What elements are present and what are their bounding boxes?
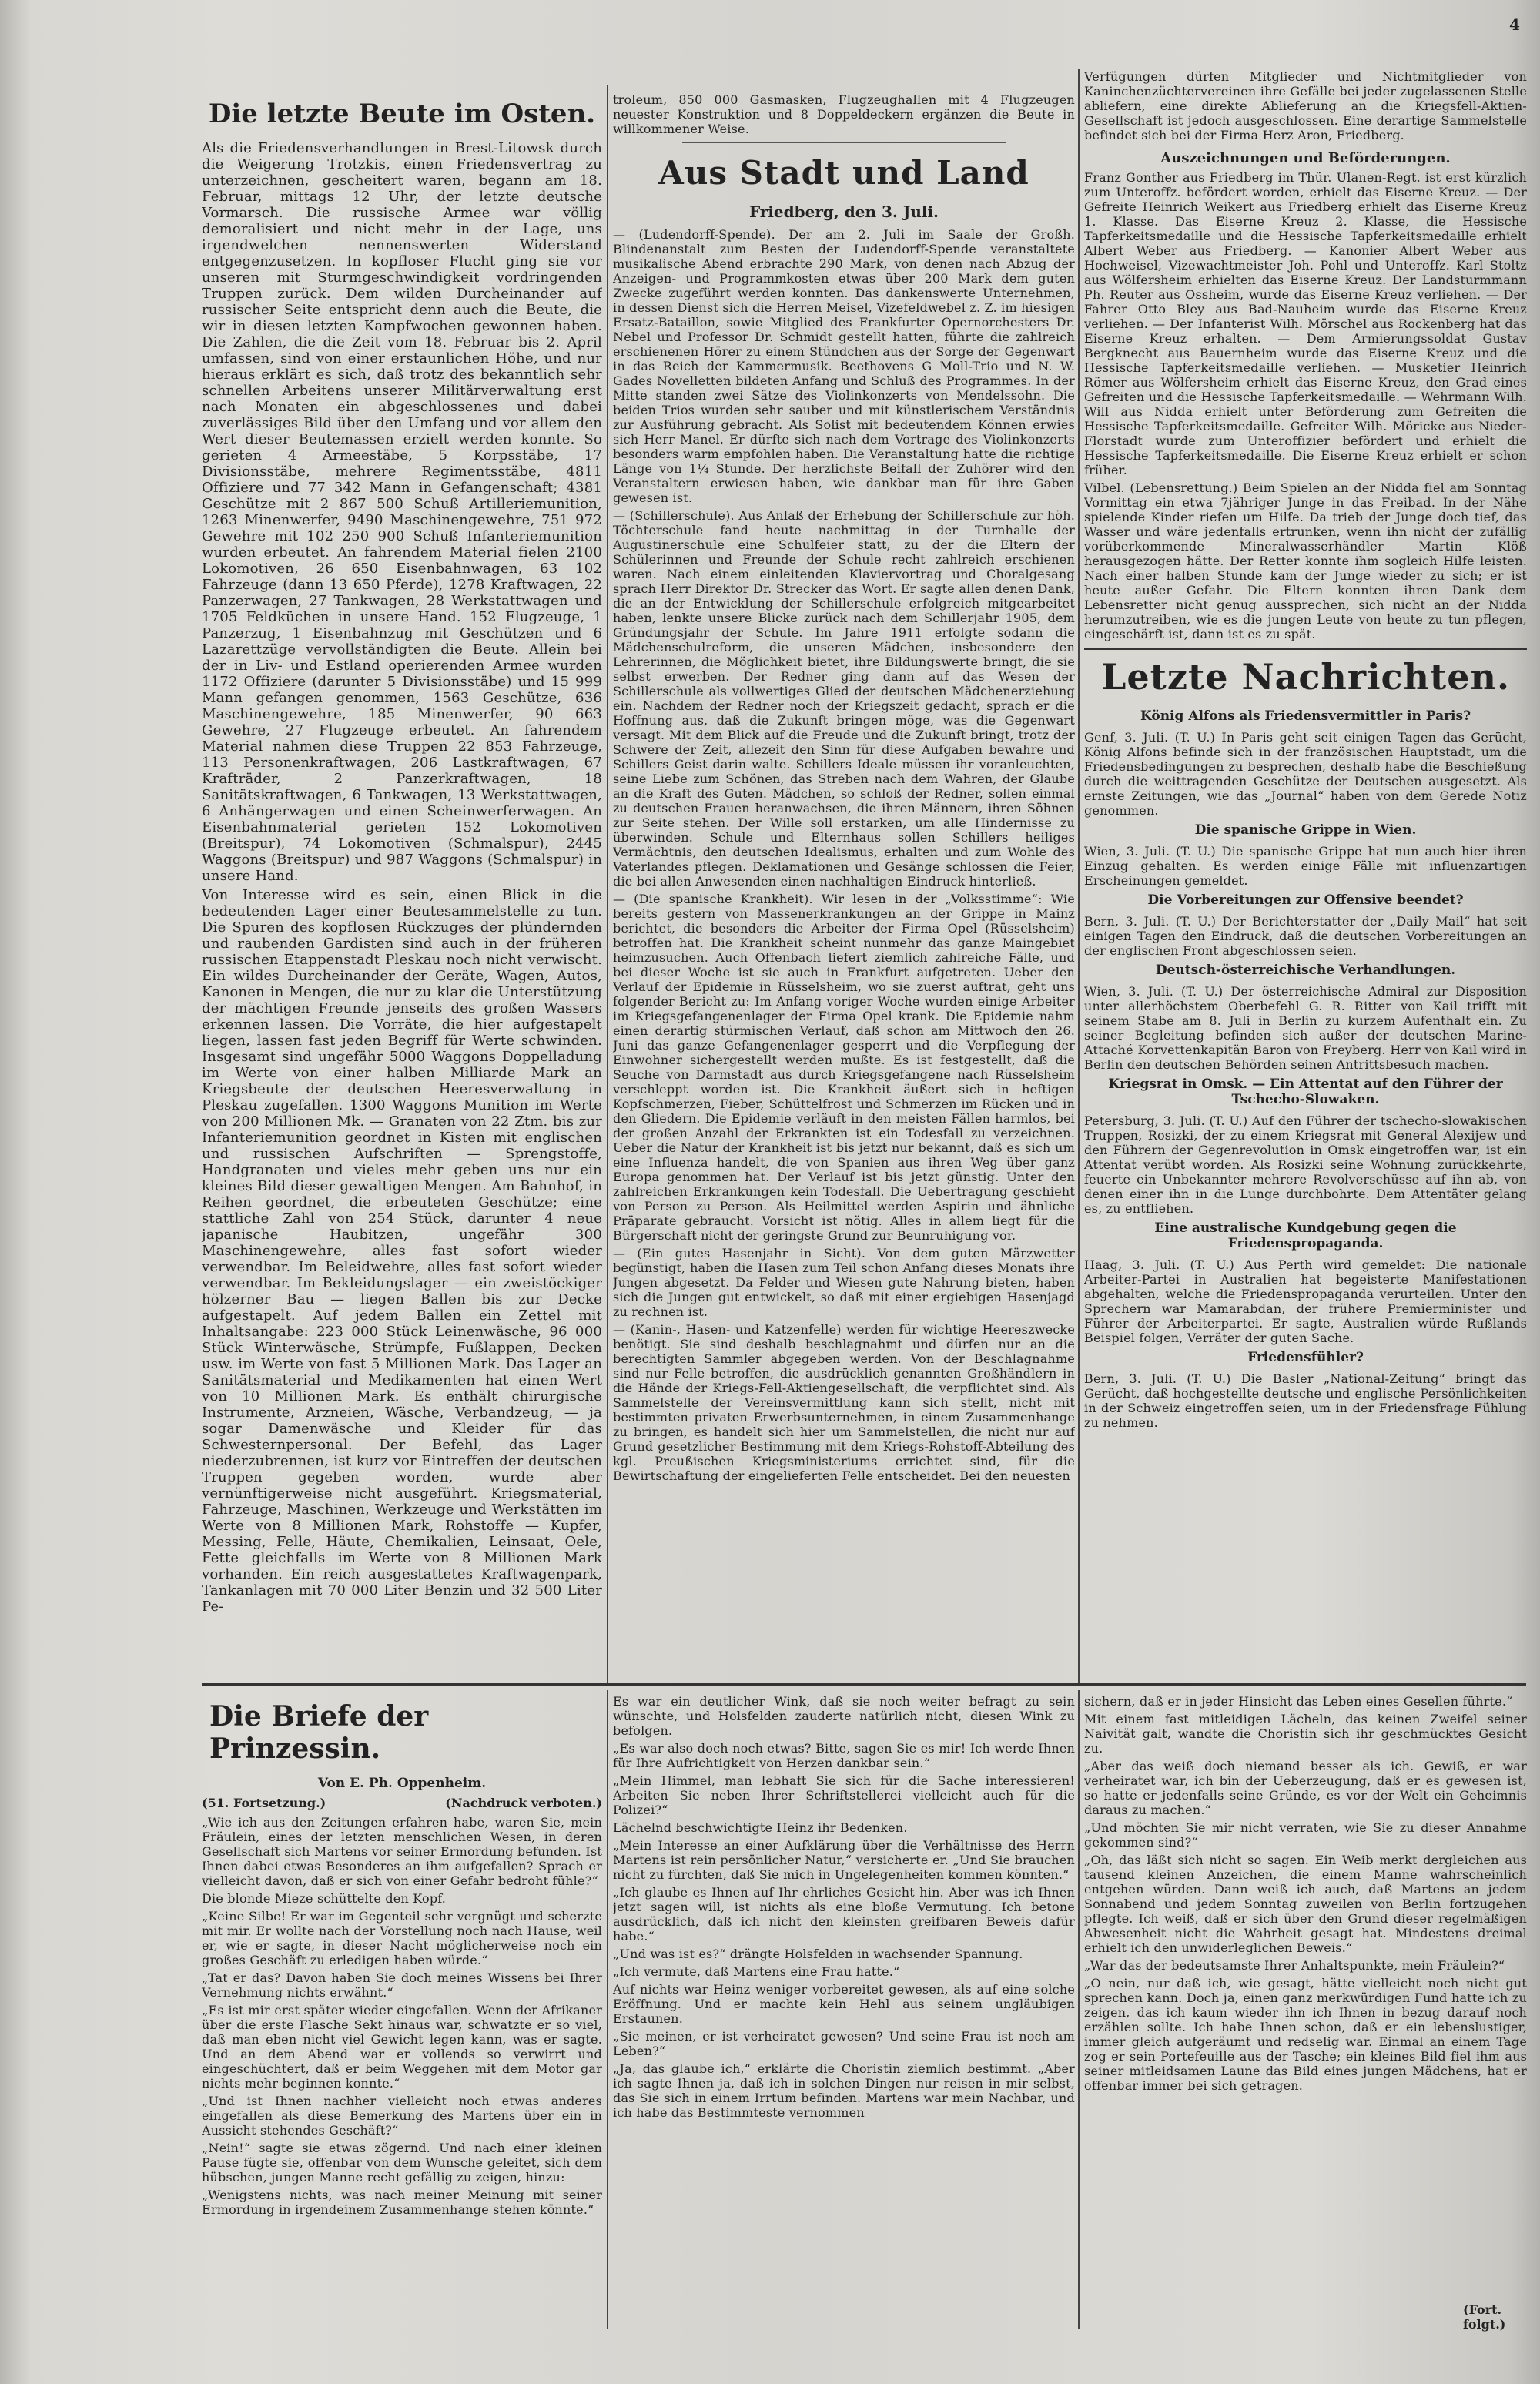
serial-paragraph: „Ich vermute, daß Martens eine Frau hatte.“ bbox=[613, 1964, 900, 1979]
column-rule bbox=[607, 85, 608, 1683]
serial-paragraph: Es war ein deutlicher Wink, daß sie noch weiter befragt zu sein wünschte, und Holsfelden zauderte natürlich nicht, diesen Wink zu befolgen. bbox=[613, 1694, 1075, 1738]
local-news-item: Franz Gonther aus Friedberg im Thür. Ulanen-Regt. ist erst kürzlich zum Unteroffz. befördert worden, erhielt das Eiserne Kreuz. — Der Gefreite Heinrich Weikert aus Friedberg erhielt das Eiserne Kreuz 1. Klasse. Das Eiserne Kreuz 2. Klasse, die Hessische Tapferkeitsmedaille und die Hessische Tapferkeitsmedaille erhielt Albert Weber aus Friedberg. — Kanonier Albert Weber aus Hochweisel, Vizewachtmeister Joh. Pohl und Unteroffz. Karl Stoltz aus Wölfersheim erhielten das Eiserne Kreuz. Der Landsturmmann Ph. Reuter aus Ossheim, wurde das Eiserne Kreuz verliehen. — Der Fahrer Otto Bley aus Bad-Nauheim wurde das Eiserne Kreuz verliehen. — Der Infanterist Wilh. Mörschel aus Rockenberg hat das Eiserne Kreuz erhalten. — Dem Armierungssoldat Gustav Bergknecht aus Bauernheim wurde das Eiserne Kreuz und die Hessische Tapferkeitsmedaille verliehen. — Musketier Heinrich Römer aus Wölfersheim erhielt das Eiserne Kreuz, den Grad eines Gefreiten und die Hessische Tapferkeitsmedaille. — Wehrmann Wilh. Will aus Nidda erhielt unter Beförderung zum Gefreiten die Hessische Tapferkeitsmedaille. Gefreiter Wilh. Möricke aus Nieder-Florstadt wurde zum Unteroffizier befördert und erhielt die Hessische Tapferkeitsmedaille. Die Eiserne Kreuz erhielt er schon früher. bbox=[1084, 170, 1527, 477]
feuilleton-rule bbox=[202, 1683, 1526, 1686]
news-item: Petersburg, 3. Juli. (T. U.) Auf den Führer der tschecho-slowakischen Truppen, Rosizki, der zu einem Kriegsrat mit General Alexijew und den Führern der Gegenrevolution in Omsk eingetroffen war, ist ein Attentat verübt worden. Als Rosizki seine Wohnung zurückkehrte, feuerte ein Unbekannter mehrere Revolverschüsse auf ihn ab, von denen einer ihn in die Lunge durchbohrte. Dem Attentäter gelang es, zu entfliehen. bbox=[1084, 1113, 1527, 1216]
news-subheading: Deutsch-österreichische Verhandlungen. bbox=[1155, 963, 1456, 978]
serial-paragraph: sichern, daß er in jeder Hinsicht das Leben eines Gesellen führte.“ bbox=[1084, 1694, 1513, 1709]
serial-paragraph: „Es ist mir erst später wieder eingefallen. Wenn der Afrikaner über die erste Flasche Sekt hinaus war, schwatzte er so viel, daß man eben nicht viel Gewicht legen kann, was er sagte. Und an dem Abend war er vollends so verwirrt und eingeschüchtert, daß er beim Weggehen mit dem Motor gar nichts mehr beginnen konnte.“ bbox=[202, 2003, 602, 2091]
news-subheading: Friedensfühler? bbox=[1247, 1350, 1364, 1365]
serial-paragraph: „Ja, das glaube ich,“ erklärte die Choristin ziemlich bestimmt. „Aber ich sagte Ihnen ja, daß ich in solchen Dingen nur reisen in mir selbst, das Sie sich in einem Irrtum befinden. Martens war mein Nachbar, und ich habe das Bestimmteste vernommen bbox=[613, 2061, 1075, 2120]
serial-paragraph: „Und möchten Sie mir nicht verraten, wie Sie zu dieser Annahme gekommen sind?“ bbox=[1084, 1820, 1527, 1850]
news-item: Bern, 3. Juli. (T. U.) Der Berichterstatter der „Daily Mail“ hat seit einigen Tagen den Eindruck, daß die deutschen Vorbereitungen an der englischen Front abgeschlossen seien. bbox=[1084, 914, 1527, 958]
serial-column-3 bbox=[1084, 1694, 1527, 2333]
column-2 bbox=[613, 92, 1075, 1679]
column-rule bbox=[607, 1690, 608, 2329]
news-item: Wien, 3. Juli. (T. U.) Der österreichische Admiral zur Disposition unter allerhöchstem Oberbefehl G. R. Ritter von Kail trifft mit seinem Stabe am 8. Juli in Berlin zu kurzem Aufenthalt ein. Zu seiner Begleitung befinden sich außer der deutschen Marine-Attaché Korvettenkapitän Baron von Freyberg. Herr von Kail wird in Berlin den deutschen Behörden seinen Antrittsbesuch machen. bbox=[1084, 984, 1527, 1072]
serial-paragraph: Die blonde Mieze schüttelte den Kopf. bbox=[202, 1891, 447, 1906]
installment-label: (51. Fortsetzung.) bbox=[202, 1796, 326, 1810]
article-paragraph: Als die Friedensverhandlungen in Brest-Litowsk durch die Weigerung Trotzkis, einen Friedensvertrag zu unterzeichnen, gescheitert waren, begann am 18. Februar, mittags 12 Uhr, der letzte deutsche Vormarsch. Die russische Armee war völlig demoralisiert und nicht mehr in der Lage, uns irgendwelchen nennenswerten Widerstand entgegenzusetzen. In kopfloser Flucht ging sie vor unseren mit Sturmgeschwindigkeit vordringenden Truppen zurück. Dem wilden Durcheinander auf russischer Seite entspricht denn auch die Beute, die wir in diesen letzten Kampfwochen gewonnen haben. Die Zahlen, die die Zeit vom 18. Februar bis 2. April umfassen, sind von einer erstaunlichen Höhe, und nur hieraus erklärt es sich, daß trotz des bekanntlich sehr schnellen Arbeitens unserer Militärverwaltung erst nach Monaten ein abgeschlossenes und dabei zuverlässiges Bild über den Umfang und vor allem den Wert dieser Beutemassen erzielt werden konnte. So gerieten 4 Armeestäbe, 5 Korpsstäbe, 17 Divisionsstäbe, mehrere Regimentsstäbe, 4811 Offiziere und 77 342 Mann in Gefangenschaft; 4381 Geschütze mit 2 867 500 Schuß Artilleriemunition, 1263 Minenwerfer, 9490 Maschinengewehre, 751 972 Gewehre mit 102 250 900 Schuß Infanteriemunition wurden erbeutet. An fahrendem Material fielen 2100 Lokomotiven, 26 650 Eisenbahnwagen, 63 102 Fahrzeuge (dann 13 650 Pferde), 1278 Kraftwagen, 22 Panzerwagen, 27 Tankwagen, 28 Werkstattwagen und 1705 Feldküchen in unsere Hand. 152 Flugzeuge, 1 Panzerzug, 1 Eisenbahnzug mit Geschützen und 6 Lazarettzüge vervollständigten die Beute. Allein bei der in Liv- und Estland operierenden Armee wurden 1172 Offiziere (darunter 5 Divisionsstäbe) und 15 999 Mann gefangen genommen, 1563 Geschütze, 636 Maschinengewehre, 185 Minenwerfer, 90 663 Gewehre, 27 Flugzeuge erbeutet. An fahrendem Material nahmen diese Truppen 22 853 Fahrzeuge, 113 Personenkraftwagen, 206 Lastkraftwagen, 67 Krafträder, 2 Panzerkraftwagen, 18 Sanitätskraftwagen, 6 Tankwagen, 13 Werkstattwagen, 6 Anhängerwagen und einen Scheinwerferwagen. An Eisenbahnmaterial gerieten 152 Lokomotiven (Breitspur), 74 Lokomotiven (Schmalspur), 2445 Waggons (Breitspur) und 987 Waggons (Schmalspur) in unsere Hand. bbox=[202, 140, 602, 884]
serial-paragraph: „Tat er das? Davon haben Sie doch meines Wissens bei Ihrer Vernehmung nichts erwähnt.“ bbox=[202, 1970, 602, 2000]
serial-paragraph: „War das der bedeutsamste Ihrer Anhaltspunkte, mein Fräulein?“ bbox=[1084, 1958, 1505, 1973]
column-rule bbox=[1078, 69, 1080, 1683]
subheading-auszeichnungen: Auszeichnungen und Beförderungen. bbox=[1160, 150, 1451, 166]
news-item: Genf, 3. Juli. (T. U.) In Paris geht seit einigen Tagen das Gerücht, König Alfons befinde sich in der französischen Hauptstadt, um die Friedensbedingungen zu besprechen, deshalb habe die Beschießung durch die weittragenden Geschütze der Deutschen ausgesetzt. Als ernste Zeitungen, wie das „Journal“ haben von dem Gerede Notiz genommen. bbox=[1084, 730, 1527, 818]
page-number: 4 bbox=[1509, 15, 1520, 34]
column-3 bbox=[1084, 69, 1527, 1679]
serial-author: Von E. Ph. Oppenheim. bbox=[317, 1776, 487, 1791]
local-news-item: — (Ein gutes Hasenjahr in Sicht). Von dem guten Märzwetter begünstigt, haben die Hasen zum Teil schon Anfang dieses Monats ihre Jungen abgesetzt. Da Felder und Wiesen gute Nahrung bieten, haben sich die Jungen gut entwickelt, so daß mit einer ergiebigen Hasenjagd zu rechnen ist. bbox=[613, 1246, 1075, 1319]
local-news-item: — (Die spanische Krankheit). Wir lesen in der „Volksstimme“: Wie bereits gestern von Massenerkrankungen an der Grippe in Mainz berichtet, die besonders die Arbeiter der Firma Opel (Rüsselsheim) betroffen hat. Die Krankheit scheint nunmehr das ganze Maingebiet heimzusuchen. Auch Offenbach liefert ziemlich zahlreiche Fälle, und bei dieser Woche ist sie auch in Frankfurt aufgetreten. Ueber den Verlauf der Epidemie in Rüsselsheim, wo sie zuerst auftrat, geht uns folgender Bericht zu: Im Anfang voriger Woche wurden einige Arbeiter im Kriegsgefangenenlager der Firma Opel krank. Die Epidemie nahm einen derartig stürmischen Verlauf, daß schon am Mittwoch den 26. Juni das ganze Gefangenenlager gesperrt und die Verpflegung der Einwohner sichergestellt werden mußte. Es ist festgestellt, daß die Seuche von Darmstadt aus durch Kriegsgefangene nach Rüsselsheim verschleppt worden ist. Die Krankheit äußert sich in heftigen Kopfschmerzen, Fieber, Schüttelfrost und Schmerzen im Rücken und in den Gliedern. Die Epidemie verläuft in den meisten Fällen harmlos, bei der großen Anzahl der Erkrankten ist ein Todesfall zu verzeichnen. Ueber die Natur der Krankheit ist bis jetzt nur bekannt, daß es sich um eine Influenza handelt, die von Spanien aus ihren Weg über ganz Europa genommen hat. Der Verlauf ist bis jetzt günstig. Unter den zahlreichen Erkrankungen kein Todesfall. Die Uebertragung geschieht von Person zu Person. Als Heilmittel werden Aspirin und ähnliche Präparate gebraucht. Vorsicht ist nötig. Alles in allem liegt für die Bürgerschaft nicht der geringste Grund zur Beunruhigung vor. bbox=[613, 892, 1075, 1243]
article-continuation: troleum, 850 000 Gasmasken, Flugzeughallen mit 4 Flugzeugen neuester Konstruktion und 8 Doppeldeckern ergänzen die Beute in willkommener Weise. bbox=[613, 92, 1075, 136]
serial-paragraph: „Es war also doch noch etwas? Bitte, sagen Sie es mir! Ich werde Ihnen für Ihre Aufrichtigkeit von Herzen dankbar sein.“ bbox=[613, 1741, 1075, 1770]
serial-column-1 bbox=[202, 1694, 602, 2333]
column-rule bbox=[1078, 1690, 1080, 2329]
serial-paragraph: „O nein, nur daß ich, wie gesagt, hätte vielleicht noch nicht gut sprechen kann. Doch ja, einen ganz merkwürdigen Fund hatte ich zu zeigen, das ich kaum wieder ihn ich Ihnen in bezug darauf noch erzählen sollte. Ich habe Ihnen schon, daß er ein lebenslustiger, immer gleich aufgeräumt und redselig war. Einmal an einem Tage zog er sein Portefeuille aus der Tasche; ein kleines Bild fiel ihm aus seiner mitleidsamen Laune das Bild eines jungen Mädchens, hat er offenbar immer bei sich getragen. bbox=[1084, 1976, 1527, 2093]
news-item: Bern, 3. Juli. (T. U.) Die Basler „National-Zeitung“ bringt das Gerücht, daß hochgestellte deutsche und englische Persönlichkeiten in der Schweiz eingetroffen seien, um in der Friedensfrage Fühlung zu nehmen. bbox=[1084, 1371, 1527, 1430]
serial-paragraph: „Wenigstens nichts, was nach meiner Meinung mit seiner Ermordung in irgendeinem Zusammenhange stehen könnte.“ bbox=[202, 2188, 602, 2217]
serial-paragraph: „Wie ich aus den Zeitungen erfahren habe, waren Sie, mein Fräulein, eines der letzten menschlichen Wesen, in deren Gesellschaft sich Martens vor seiner Ermordung befunden. Ist Ihnen dabei etwas Besonderes an ihm aufgefallen? Sprach er vielleicht davon, daß er sich von einer Gefahr bedroht fühle?“ bbox=[202, 1815, 602, 1888]
news-subheading: König Alfons als Friedensvermittler in Paris? bbox=[1140, 708, 1471, 724]
news-item: Wien, 3. Juli. (T. U.) Die spanische Grippe hat nun auch hier ihren Einzug gehalten. Es werden einige Fälle mit influenzartigen Erscheinungen gemeldet. bbox=[1084, 844, 1527, 888]
news-subheading: Eine australische Kundgebung gegen die Friedenspropaganda. bbox=[1154, 1220, 1457, 1251]
serial-paragraph: „Ich glaube es Ihnen auf Ihr ehrliches Gesicht hin. Aber was ich Ihnen jetzt sagen will, ist nichts als eine bloße Vermutung. Ich betone ausdrücklich, daß ich nicht den kleinsten greifbaren Beweis dafür habe.“ bbox=[613, 1885, 1075, 1944]
news-subheading: Kriegsrat in Omsk. — Ein Attentat auf den Führer der Tschecho-Slowaken. bbox=[1108, 1076, 1503, 1107]
serial-paragraph: „Oh, das läßt sich nicht so sagen. Ein Weib merkt dergleichen aus tausend kleinen Anzeichen, die einem Manne wahrscheinlich entgehen würden. Dann weiß ich auch, daß Martens an jedem Sonnabend und jedem Sonntag zuweilen von Berlin fortzugehen pflegte. Ich weiß, daß er sich über den Grund dieser regelmäßigen Abwesenheit nicht die Wahrheit gesagt hat. Mindestens dreimal erhielt ich den unwiderleglichen Beweis.“ bbox=[1084, 1853, 1527, 1955]
dateline: Friedberg, den 3. Juli. bbox=[748, 203, 939, 221]
reprint-note: (Nachdruck verboten.) bbox=[445, 1796, 602, 1810]
serial-paragraph: „Aber das weiß doch niemand besser als ich. Gewiß, er war verheiratet war, ich bin der Ueberzeugung, daß er es gewesen ist, so hatte er jedenfalls seine Gründe, es vor der Welt ein Geheimnis daraus zu machen.“ bbox=[1084, 1759, 1527, 1817]
serial-meta bbox=[202, 1796, 602, 1810]
serial-paragraph: „Sie meinen, er ist verheiratet gewesen? Und seine Frau ist noch am Leben?“ bbox=[613, 2029, 1075, 2058]
serial-paragraph: „Und was ist es?“ drängte Holsfelden in wachsender Spannung. bbox=[613, 1947, 1023, 1961]
section-headline-letzte-nachrichten: Letzte Nachrichten. bbox=[1101, 656, 1510, 698]
serial-paragraph: Lächelnd beschwichtigte Heinz ihr Bedenken. bbox=[613, 1820, 908, 1835]
serial-column-2 bbox=[613, 1694, 1075, 2333]
news-item: Haag, 3. Juli. (T. U.) Aus Perth wird gemeldet: Die nationale Arbeiter-Partei in Australien hat begeisterte Manifestationen abgehalten, welche die Friedenspropaganda verurteilen. Unter den Sprechern war Mamarabdan, der frühere Premierminister und Führer der Arbeiterpartei. Er sagte, Australien würde Rußlands Beispiel folgen, Verräter der guten Sache. bbox=[1084, 1257, 1527, 1345]
local-news-item: Vilbel. (Lebensrettung.) Beim Spielen an der Nidda fiel am Sonntag Vormittag ein etwa 7jähriger Junge in das Freibad. In der Nähe spielende Kinder riefen um Hilfe. Da trieb der Junge doch tief, das Wasser und wäre jedenfalls ertrunken, wenn ihn nicht der zufällig vorüberkommende Mineralwasserhändler Martin Klöß herausgezogen hätte. Der Retter konnte ihm sogleich Hilfe leisten. Nach einer halben Stunde kam der Junge wieder zu sich; er ist heute außer Gefahr. Die Eltern konnten ihren Dank dem Lebensretter nicht genug aussprechen, sich nicht an der Nidda herumzutreiben, wie es die jungen Leute von heute zu tun pflegen, eingeschärft ist, dann ist es zu spät. bbox=[1084, 480, 1527, 641]
local-news-item: — (Schillerschule). Aus Anlaß der Erhebung der Schillerschule zur höh. Töchterschule fand heute nachmittag in der Turnhalle der Augustinerschule eine Schulfeier statt, zu der die Eltern der Schülerinnen und Freunde der Schule recht zahlreich erschienen waren. Nach einem einleitenden Klaviervortrag und Choralgesang sprach Herr Direktor Dr. Strecker das Wort. Er sagte allen denen Dank, die an der Entwicklung der Schillerschule erfolgreich mitgearbeitet haben, lenkte unsere Blicke zurück nach dem Schillerjahr 1905, dem Gründungsjahr der Schule. Im Jahre 1911 erfolgte sodann die Mädchenschulreform, die unseren Mädchen, insbesondere den Lehrerinnen, die Möglichkeit bietet, ihre Bildungswerte bringt, die sie selbst erwerben. Der Redner ging dann auf das Wesen der Schillerschule als vollwertiges Glied der deutschen Mädchenerziehung ein. Nachdem der Redner noch der Kriegszeit gedacht, sprach er die Hoffnung aus, daß die Zukunft bringen möge, was die Gegenwart versagt. Mit dem Blick auf die Freude und die Zukunft bringt, trotz der Schwere der Zeit, allezeit den Sinn für diese Aufgaben bewahre und Schillers Geist darin walte. Schillers Ideale müssen ihr voranleuchten, seine Liebe zum Schönen, das Streben nach dem Wahren, der Glaube an die Kraft des Guten. Mädchen, so schloß der Redner, sollen einmal zu deutschen Frauen heranwachsen, die ihren Männern, ihren Söhnen zur Seite stehen. Der Wille soll erstarken, um alle Hindernisse zu überwinden. Schule und Elternhaus sollen Schillers heiliges Vermächtnis, den deutschen Idealismus, erhalten und zum Wohle des Vaterlandes pflegen. Deklamationen und Gesänge schlossen die Feier, die bei allen Anwesenden einen nachhaltigen Eindruck hinterließ. bbox=[613, 508, 1075, 889]
serial-headline: Die Briefe der Prinzessin. bbox=[209, 1700, 429, 1765]
serial-paragraph: „Mein Himmel, man lebhaft Sie sich für die Sache interessieren! Arbeiten Sie neben Ihrer Schriftstellerei vielleicht auch für die Polizei?“ bbox=[613, 1773, 1075, 1817]
local-news-item: — (Kanin-, Hasen- und Katzenfelle) werden für wichtige Heereszwecke benötigt. Sie sind deshalb beschlagnahmt und dürfen nur an die berechtigten Sammler abgegeben werden. Von der Beschlagnahme sind nur Felle betroffen, die ausdrücklich genannten Großhändlern in die Hände der Kriegs-Fell-Aktiengesellschaft, die verpflichtet sind. Als Sammelstelle der Vereinsvermittlung kann sich stellt, nicht mit bestimmten privaten Erwerbsunternehmen, in einem Zusammenhange zu bringen, es handelt sich hier um Sammelstellen, die nicht nur auf Grund gesetzlicher Bestimmung mit dem Kriegs-Rohstoff-Abteilung des kgl. Preußischen Kriegsministeriums errichtet sind, für die Bewirtschaftung der eingelieferten Felle entscheidet. Bei den neuesten bbox=[613, 1322, 1075, 1483]
news-subheading: Die Vorbereitungen zur Offensive beendet? bbox=[1147, 892, 1464, 908]
local-news-continuation: Verfügungen dürfen Mitglieder und Nichtmitglieder von Kaninchenzüchtervereinen ihre Gefälle bei jeder zugelassenen Stelle abliefern, eine direkte Ablieferung an die Kriegsfell-Aktien-Gesellschaft ist jedoch ausgeschlossen. Eine derartige Sammelstelle befindet sich bei der Firma Herz Aron, Friedberg. bbox=[1084, 69, 1527, 142]
serial-paragraph: „Mein Interesse an einer Aufklärung über die Verhältnisse des Herrn Martens ist rein persönlicher Natur,“ versicherte er. „Und Sie brauchen nicht zu fürchten, daß Sie mich in Ungelegenheiten kommen könnten.“ bbox=[613, 1838, 1075, 1882]
divider bbox=[1084, 648, 1527, 650]
serial-paragraph: Mit einem fast mitleidigen Lächeln, das keinen Zweifel seiner Naivität galt, wandte die Choristin sich ihr geschmücktes Gesicht zu. bbox=[1084, 1712, 1527, 1756]
divider bbox=[682, 142, 1006, 143]
article-headline-beute: Die letzte Beute im Osten. bbox=[208, 99, 596, 129]
news-subheading: Die spanische Grippe in Wien. bbox=[1194, 822, 1417, 838]
serial-paragraph: „Nein!“ sagte sie etwas zögernd. Und nach einer kleinen Pause fügte sie, offenbar von dem Wunsche geleitet, sich dem hübschen, jungen Manne recht gefällig zu zeigen, hinzu: bbox=[202, 2141, 602, 2185]
local-news-item: — (Ludendorff-Spende). Der am 2. Juli im Saale der Großh. Blindenanstalt zum Besten der Ludendorff-Spende veranstaltete musikalische Abend erbrachte 290 Mark, von denen nach Abzug der Anzeigen- und Programmkosten etwas über 200 Mark dem guten Zwecke zugeführt werden konnten. Das dankenswerte Unternehmen, in dessen Dienst sich die Herren Meisel, Vizefeldwebel z. Z. im hiesigen Ersatz-Bataillon, sowie Mitglied des Frankfurter Opernorchesters Dr. Nebel und Professor Dr. Schmidt gestellt hatten, führte die zahlreich erschienenen Hörer zu einem Stündchen aus der Sorge der Gegenwart in das Reich der Kammermusik. Beethovens G Moll-Trio und N. W. Gades Novelletten bildeten Anfang und Schluß des Programmes. In der Mitte standen zwei Sätze des Violinkonzerts von Mendelssohn. Die beiden Trios wurden sehr sauber und mit künstlerischem Verständnis zur Ausführung gebracht. Als Solist mit bedeutendem Können erwies sich Herr Manel. Er dürfte sich nach dem Vortrage des Violinkonzerts besonders warm empfohlen haben. Die Veranstaltung hatte die richtige Länge von 1¼ Stunde. Der herzlichste Beifall der Zuhörer wird den Veranstaltern erwiesen haben, wie dankbar man für ihre Gaben gewesen ist. bbox=[613, 227, 1075, 505]
serial-paragraph: Auf nichts war Heinz weniger vorbereitet gewesen, als auf eine solche Eröffnung. Und er machte kein Hehl aus seinem ungläubigen Erstaunen. bbox=[613, 1982, 1075, 2026]
section-headline-stadt-land: Aus Stadt und Land bbox=[658, 154, 1029, 192]
article-paragraph: Von Interesse wird es sein, einen Blick in die bedeutenden Lager einer Beutesammelstelle zu tun. Die Spuren des kopflosen Rückzuges der plündernden und raubenden Gardisten sind auch in der früheren russischen Etappenstadt Pleskau noch nicht verwischt. Ein wildes Durcheinander der Geräte, Wagen, Autos, Kanonen in Mengen, die nur zu klar die Unterstützung der mächtigen Freunde jenseits des großen Wassers erkennen lassen. Die Vorräte, die hier aufgestapelt liegen, lassen fast jeden Begriff für Werte schwinden. Insgesamt sind ungefähr 5000 Waggons Doppelladung im Werte von einer halben Milliarde Mark an Kriegsbeute der deutschen Heeresverwaltung in Pleskau zugefallen. 1300 Waggons Munition im Werte von 200 Millionen Mk. — Granaten von 22 Ztm. bis zur Infanteriemunition geordnet in Kisten mit englischen und russischen Aufschriften — Sprengstoffe, Handgranaten und vieles mehr geben uns nur ein kleines Bild dieser gewaltigen Mengen. Am Bahnhof, in Reihen geordnet, die erbeuteten Geschütze; eine stattliche Zahl von 254 Stück, darunter 4 neue japanische Haubitzen, ungefähr 300 Maschinengewehre, alles fast sofort wieder verwendbar. Im Beleidwehre, alles fast sofort wieder verwendbar. Im Bekleidungslager — ein zweistöckiger hölzerner Bau — liegen Ballen bis zur Decke aufgestapelt. Auf jedem Ballen ein Zettel mit Inhaltsangabe: 223 000 Stück Leinenwäsche, 96 000 Stück Winterwäsche, Strümpfe, Fußlappen, Decken usw. im Werte von fast 5 Millionen Mark. Das Lager an Sanitätsmaterial und Medikamenten hat einen Wert von 10 Millionen Mark. Es enthält chirurgische Instrumente, Arzneien, Wäsche, Verbandzeug, — ja sogar Damenwäsche und Kleider für das Schwesternpersonal. Der Befehl, das Lager niederzubrennen, ist kurz vor Eintreffen der deutschen Truppen gegeben worden, wurde aber vernünftigerweise nicht ausgeführt. Kriegsmaterial, Fahrzeuge, Maschinen, Werkzeuge und Werkstätten im Werte von 8 Millionen Mark, Rohstoffe — Kupfer, Messing, Felle, Häute, Chemikalien, Leinsaat, Oele, Fette gleichfalls im Werte von 8 Millionen Mark vorhanden. Ein reich ausgestattetes Kraftwagenpark, Tankanlagen mit 70 000 Liter Benzin und 32 500 Liter Pe- bbox=[202, 887, 602, 1615]
column-1 bbox=[202, 92, 602, 1679]
serial-paragraph: „Keine Silbe! Er war im Gegenteil sehr vergnügt und scherzte mit mir. Er wollte nach der Vorstellung noch nach Hause, weil er, wie er sagte, in dieser Nacht möglicherweise noch ein großes Geschäft zu erledigen haben würde.“ bbox=[202, 1909, 602, 1967]
serial-paragraph: „Und ist Ihnen nachher vielleicht noch etwas anderes eingefallen als diese Bemerkung des Martens über ein in Aussicht stehendes Geschäft?“ bbox=[202, 2094, 602, 2138]
serial-continued-note: (Fort. folgt.) bbox=[1463, 2302, 1506, 2332]
